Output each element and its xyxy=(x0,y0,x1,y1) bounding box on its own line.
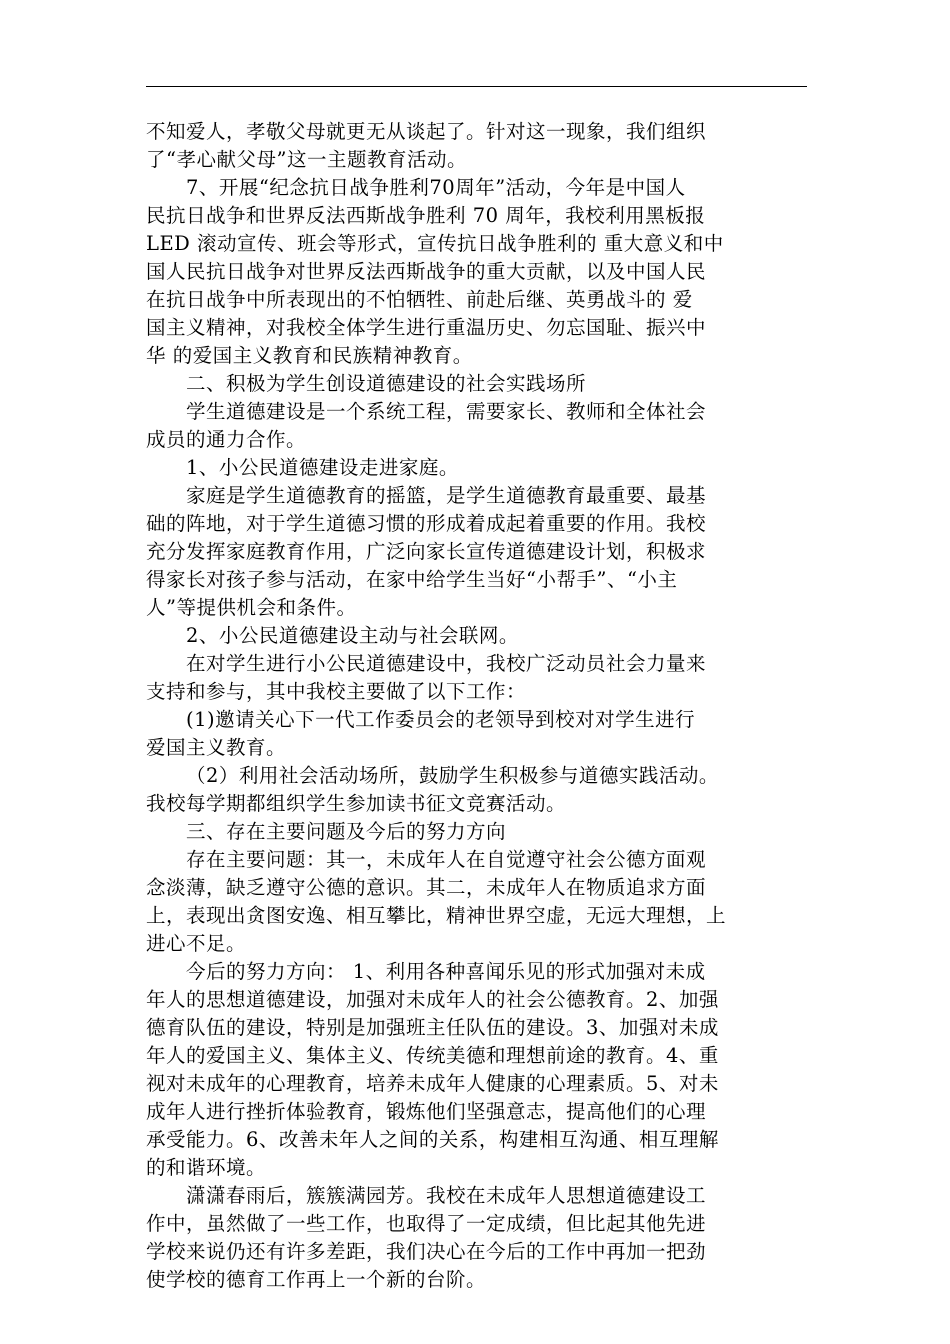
subsection-heading: 2、小公民道德建设主动与社会联网。 xyxy=(186,624,519,647)
text-line: 潇潇春雨后，簇簇满园芳。我校在未成年人思想道德建设工 xyxy=(186,1184,707,1207)
body-text xyxy=(146,118,808,1294)
subsection-heading: 1、小公民道德建设走进家庭。 xyxy=(186,456,459,479)
text-line: 承受能力。6、改善未年人之间的关系，构建相互沟通、相互理解 xyxy=(146,1128,719,1151)
text-line: 础的阵地，对于学生道德习惯的形成着成起着重要的作用。我校 xyxy=(146,512,707,535)
text-line: 学生道德建设是一个系统工程，需要家长、教师和全体社会 xyxy=(186,400,707,423)
text-line: 充分发挥家庭教育作用，广泛向家长宣传道德建设计划，积极求 xyxy=(146,540,707,563)
text-line: 念淡薄，缺乏遵守公德的意识。其二，未成年人在物质追求方面 xyxy=(146,876,707,899)
text-line: LED 滚动宣传、班会等形式，宣传抗日战争胜利的 重大意义和中 xyxy=(146,232,724,255)
section-heading: 二、积极为学生创设道德建设的社会实践场所 xyxy=(186,372,587,395)
section-heading: 三、存在主要问题及今后的努力方向 xyxy=(186,820,507,843)
text-line: 支持和参与，其中我校主要做了以下工作： xyxy=(146,680,527,703)
text-line: 上，表现出贪图安逸、相互攀比，精神世界空虚，无远大理想，上 xyxy=(146,904,727,927)
text-line: 了“孝心献父母”这一主题教育活动。 xyxy=(146,148,467,171)
text-line: 学校来说仍还有许多差距，我们决心在今后的工作中再加一把劲 xyxy=(146,1240,707,1263)
text-line: 视对未成年的心理教育，培养未成年人健康的心理素质。5、对未 xyxy=(146,1072,719,1095)
text-line: 在对学生进行小公民道德建设中，我校广泛动员社会力量来 xyxy=(186,652,707,675)
text-line: 成年人进行挫折体验教育，锻炼他们坚强意志，提高他们的心理 xyxy=(146,1100,707,1123)
text-line: （2）利用社会活动场所，鼓励学生积极参与道德实践活动。 xyxy=(186,764,719,787)
text-line: 使学校的德育工作再上一个新的台阶。 xyxy=(146,1268,487,1291)
text-line: 在抗日战争中所表现出的不怕牺牲、前赴后继、英勇战斗的 爱 xyxy=(146,288,693,311)
text-line: 7、开展“纪念抗日战争胜利70周年”活动，今年是中国人 xyxy=(186,176,686,199)
text-line: 国人民抗日战争对世界反法西斯战争的重大贡献，以及中国人民 xyxy=(146,260,707,283)
text-line: 民抗日战争和世界反法西斯战争胜利 70 周年，我校利用黑板报 xyxy=(146,204,706,227)
text-line: (1)邀请关心下一代工作委员会的老领导到校对对学生进行 xyxy=(186,708,696,731)
text-line: 进心不足。 xyxy=(146,932,247,955)
text-line: 华 的爱国主义教育和民族精神教育。 xyxy=(146,344,473,367)
text-line: 德育队伍的建设，特别是加强班主任队伍的建设。3、加强对未成 xyxy=(146,1016,719,1039)
text-line: 年人的爱国主义、集体主义、传统美德和理想前途的教育。4、重 xyxy=(146,1044,719,1067)
text-line: 今后的努力方向： 1、利用各种喜闻乐见的形式加强对未成 xyxy=(186,960,706,983)
text-line: 作中，虽然做了一些工作，也取得了一定成绩，但比起其他先进 xyxy=(146,1212,707,1235)
text-line: 家庭是学生道德教育的摇篮，是学生道德教育最重要、最基 xyxy=(186,484,707,507)
text-line: 年人的思想道德建设，加强对未成年人的社会公德教育。2、加强 xyxy=(146,988,719,1011)
text-line: 不知爱人，孝敬父母就更无从谈起了。针对这一现象，我们组织 xyxy=(146,120,707,143)
text-line: 人”等提供机会和条件。 xyxy=(146,596,357,619)
text-line: 存在主要问题：其一，未成年人在自觉遵守社会公德方面观 xyxy=(186,848,707,871)
text-line: 国主义精神，对我校全体学生进行重温历史、勿忘国耻、振兴中 xyxy=(146,316,707,339)
text-line: 爱国主义教育。 xyxy=(146,736,287,759)
text-line: 我校每学期都组织学生参加读书征文竞赛活动。 xyxy=(146,792,567,815)
text-line: 的和谐环境。 xyxy=(146,1156,267,1179)
header-rule xyxy=(146,86,807,87)
text-line: 成员的通力合作。 xyxy=(146,428,307,451)
text-line: 得家长对孩子参与活动，在家中给学生当好“小帮手”、“小主 xyxy=(146,568,678,591)
